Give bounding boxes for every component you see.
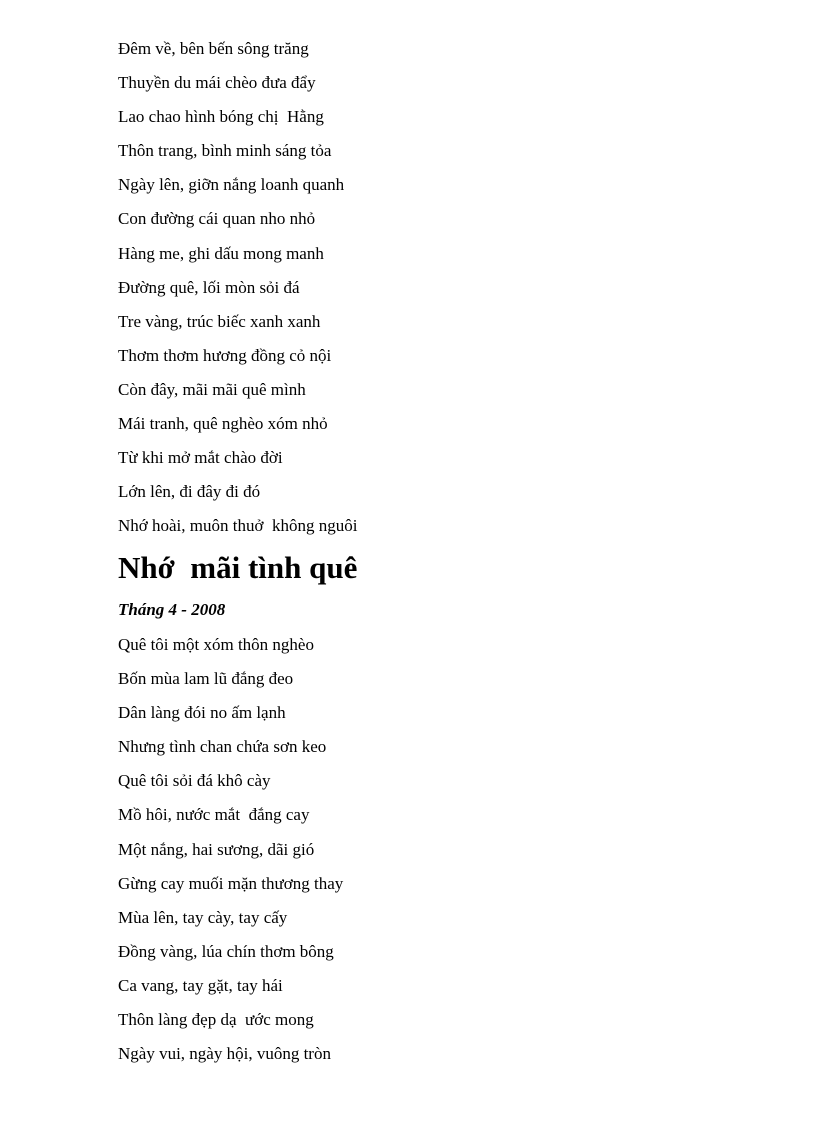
poem-continued-stanza (118, 38, 357, 549)
poem-stanza (118, 634, 343, 1077)
poem-line: Đồng vàng, lúa chín thơm bông (118, 941, 334, 961)
poem-line: Đêm về, bên bến sông trăng (118, 39, 309, 58)
poem-line: Quê tôi một xóm thôn nghèo (118, 635, 314, 654)
poem-line: Mồ hôi, nước mắt đắng cay (118, 805, 310, 825)
poem-line: Mái tranh, quê nghèo xóm nhỏ (118, 414, 328, 434)
poem-line: Thôn trang, bình minh sáng tỏa (118, 141, 332, 161)
poem-line: Nhưng tình chan chứa sơn keo (118, 737, 327, 757)
poem-line: Ca vang, tay gặt, tay hái (118, 975, 283, 995)
poem-line: Gừng cay muối mặn thương thay (118, 873, 344, 893)
poem-line: Đường quê, lối mòn sỏi đá (118, 277, 300, 297)
poem-line: Ngày vui, ngày hội, vuông tròn (118, 1044, 331, 1064)
poem-line: Hàng me, ghi dấu mong manh (118, 243, 324, 263)
poem-line: Bốn mùa lam lũ đắng đeo (118, 669, 294, 689)
poem-line: Lao chao hình bóng chị Hằng (118, 107, 324, 127)
poem-line: Một nắng, hai sương, dãi gió (118, 839, 315, 859)
poem-line: Còn đây, mãi mãi quê mình (118, 379, 306, 399)
poem-date: Tháng 4 - 2008 (118, 600, 226, 619)
poem-line: Mùa lên, tay cày, tay cấy (118, 907, 288, 927)
poem-line: Nhớ hoài, muôn thuở không nguôi (118, 516, 358, 536)
poem-line: Dân làng đói no ấm lạnh (118, 703, 286, 723)
poem-line: Thôn làng đẹp dạ ước mong (118, 1010, 314, 1030)
poem-title: Nhớ mãi tình quê (118, 550, 358, 585)
poem-line: Thuyền du mái chèo đưa đẩy (118, 73, 316, 93)
poem-line: Ngày lên, giỡn nắng loanh quanh (118, 175, 345, 195)
poem-line: Con đường cái quan nho nhỏ (118, 209, 316, 229)
poem-line: Thơm thơm hương đồng cỏ nội (118, 345, 332, 365)
poem-line: Tre vàng, trúc biếc xanh xanh (118, 311, 321, 331)
poem-line: Quê tôi sỏi đá khô cày (118, 771, 271, 791)
poem-line: Lớn lên, đi đây đi đó (118, 482, 261, 502)
poem-line: Từ khi mở mắt chào đời (118, 448, 283, 468)
